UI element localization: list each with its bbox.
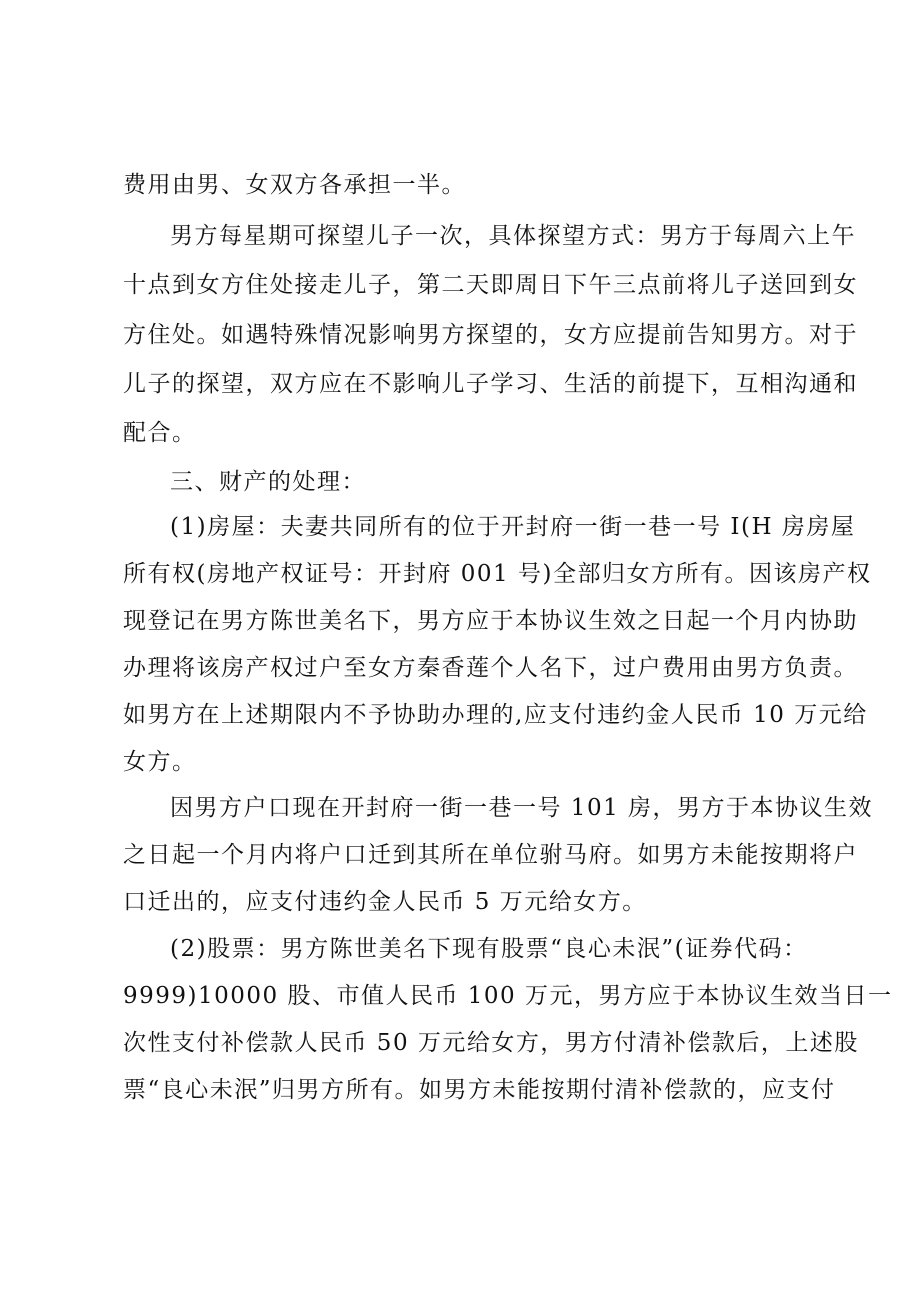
paragraph-line: 9999)10000 股、市值人民币 100 万元，男方应于本协议生效当日一 — [123, 983, 893, 1009]
paragraph-line: 方住处。如遇特殊情况影响男方探望的，女方应提前告知男方。对于 — [123, 322, 858, 348]
paragraph-line: 儿子的探望，双方应在不影响儿子学习、生活的前提下，互相沟通和 — [123, 371, 858, 397]
section-heading: 三、财产的处理： — [170, 469, 366, 495]
paragraph-line: 女方。 — [123, 749, 197, 775]
paragraph-line: 现登记在男方陈世美名下，男方应于本协议生效之日起一个月内协助 — [123, 608, 858, 634]
paragraph-line: 次性支付补偿款人民币 50 万元给女方，男方付清补偿款后，上述股 — [123, 1030, 859, 1056]
paragraph-line: 所有权(房地产权证号：开封府 001 号)全部归女方所有。因该房产权 — [123, 561, 872, 587]
paragraph-line: 因男方户口现在开封府一街一巷一号 101 房，男方于本协议生效 — [170, 795, 874, 821]
paragraph-line: (2)股票：男方陈世美名下现有股票“良心未泯”(证券代码： — [170, 936, 808, 962]
paragraph-line: 办理将该房产权过户至女方秦香莲个人名下，过户费用由男方负责。 — [123, 655, 858, 681]
paragraph-line: 费用由男、女双方各承担一半。 — [123, 172, 466, 198]
paragraph-line: (1)房屋：夫妻共同所有的位于开封府一街一巷一号 I(H 房房屋 — [170, 514, 856, 540]
paragraph-line: 十点到女方住处接走儿子，第二天即周日下午三点前将儿子送回到女 — [123, 272, 858, 298]
paragraph-line: 配合。 — [123, 420, 197, 446]
paragraph-line: 男方每星期可探望儿子一次，具体探望方式：男方于每周六上午 — [170, 223, 856, 249]
paragraph-line: 如男方在上述期限内不予协助办理的,应支付违约金人民币 10 万元给 — [123, 702, 868, 728]
paragraph-line: 口迁出的，应支付违约金人民币 5 万元给女方。 — [123, 889, 647, 915]
paragraph-line: 之日起一个月内将户口迁到其所在单位驸马府。如男方未能按期将户 — [123, 842, 858, 868]
paragraph-line: 票“良心未泯”归男方所有。如男方未能按期付清补偿款的，应支付 — [123, 1077, 836, 1103]
